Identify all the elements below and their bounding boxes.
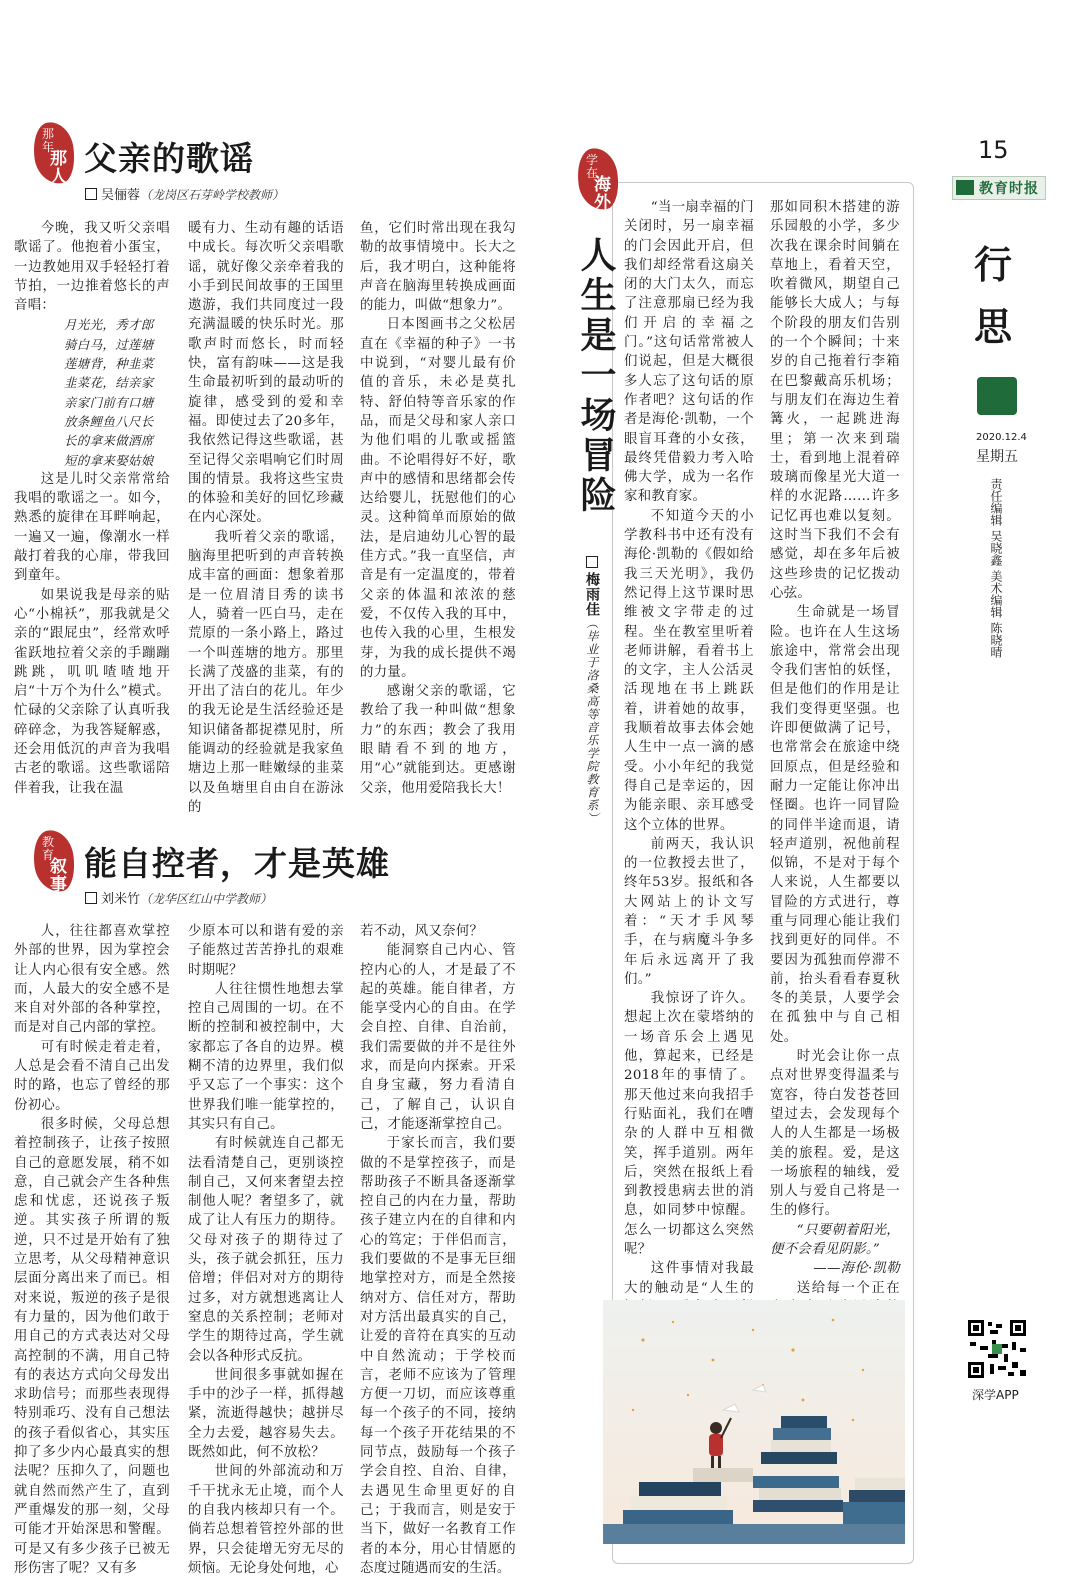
paragraph: 有时候就连自己都无法看清楚自己，更别谈控制自己，又何来奢望去控制他人呢？奢望多了，就成了让人有压力的期待。父母对孩子的期待过了头，孩子就会抓狂，压力倍增；伴侣对对方的期待过多，对方就想逃离让人窒息的关系控制；老师对学生的期待过高，学生就会以各种形式反抗。 <box>188 1136 344 1364</box>
poem-line: 放条鲤鱼八尺长 <box>64 413 154 429</box>
paragraph: 这件事情对我最大的触动是“人生的 <box>624 1261 754 1296</box>
article2-author: 刘米竹 <box>101 892 141 907</box>
article1-affiliation: （龙岗区石芽岭学校教师） <box>140 188 285 202</box>
paragraph: 我惊讶了许久。想起上次在蒙塔纳的一场音乐会上遇见他，算起来，已经是2018年的事情了。那天他过来向我招手行贴面礼，我们在嘈杂的人群中互相微笑，挥手道别。两年后，突然在报纸上看到教授患病去世的消息，如同梦中惊醒。怎么一切都这么突然呢？ <box>624 991 754 1258</box>
byline-box-icon <box>85 188 97 200</box>
paragraph: 于家长而言，我们要做的不是掌控孩子，而是帮助孩子不断具备逐渐掌控自己的内在力量，帮助孩子建立内在的自律和内心的笃定；于伴侣而言，我们要做的不是事无巨细地掌控对方，而是全然接纳对方、信任对方，帮助对方活出最真实的自己，让爱的音符在真实的互动中自然流动；于学校而言，老师不应该为了管理方便一刀切，而应该尊重每一个孩子的不同，接纳每一个孩子开花结果的不同节点，鼓励每一个孩子学会自控、自治、自律，去遇见生命里更好的自己；于我而言，则是安于当下，做好一名教育工作者的本分，用心甘情愿的态度过随遇而安的生活。 <box>360 1136 516 1576</box>
paragraph: 感谢父亲的歌谣，它教给了我一种叫做“想象力”的东西；教会了我用眼睛看不到的地方，用“心”就能到达。更感谢父亲，他用爱陪我长大！ <box>360 684 516 796</box>
article2-affiliation: （龙华区红山中学教师） <box>140 892 273 906</box>
page-number: 15 <box>978 136 1009 164</box>
quote: “只要朝着阳光，便不会看见阴影。” <box>770 1222 900 1258</box>
paragraph: 日本图画书之父松居直在《幸福的种子》一书中说到，“对婴儿最有价值的音乐，未必是莫扎特、舒伯特等音乐家的作品，而是父母和家人亲口为他们唱的儿歌或摇篮曲。不论唱得好不好，歌声中的感情和思绪都会传达给婴儿，抚慰他们的心灵。这种简单而原始的做法，是启迪幼儿心智的最佳方式。”我一直坚信，声音是有一定温度的，带着父亲的体温和浓浓的慈爱，不仅传入我的耳中，也传入我的心里，生根发芽，为我的成长提供不竭的力量。 <box>360 317 516 680</box>
article2-col1 <box>14 922 170 1578</box>
column-small-label: 教育 <box>42 835 55 862</box>
qr-code-icon <box>966 1318 1028 1380</box>
paragraph: 世间很多事就如握在手中的沙子一样，抓得越紧，流逝得越快；越拼尽全力去爱，越容易失去。既然如此，何不放松？ <box>188 1367 344 1461</box>
paragraph: 送给每一个正在 <box>796 1280 900 1296</box>
paragraph: 人往往惯性地想去掌控自己周围的一切。在不断的控制和被控制中，大家都忘了各自的边界。模糊不清的边界里，我们似乎又忘了一个事实：这个世界我们唯一能掌控的，其实只有自己。 <box>188 981 344 1132</box>
byline-box-icon <box>85 892 97 904</box>
issue-weekday: 星期五 <box>976 449 1018 465</box>
logo-mark-icon <box>956 180 974 195</box>
article1-col2 <box>188 219 344 817</box>
column-big-label: 叙事 <box>50 857 67 895</box>
poem-line: 莲塘背，种韭菜 <box>64 356 154 372</box>
paragraph: 今晚，我又听父亲唱歌谣了。他抱着小蛋宝，一边教她用双手轻轻打着节拍，一边推着悠长的声音唱： <box>14 221 170 314</box>
article2-byline <box>85 888 272 907</box>
section-color-block <box>977 377 1017 415</box>
paragraph: 少原本可以和谐有爱的亲子能熬过苦苦挣扎的艰难时期呢？ <box>188 924 344 978</box>
paragraph: 不知道今天的小学教科书中还有没有海伦·凯勒的《假如给我三天光明》，我仍然记得上这节课时思维被文字带走的过程。坐在教室里听着老师讲解，看着书上的文字，主人公活灵活现地在书上跳跃着，讲着她的故事，我顺着故事去体会她人生中一点一滴的感受。小小年纪的我觉得自己是幸运的，因为能亲眼、亲耳感受这个立体的世界。 <box>624 508 754 833</box>
app-label: 深学APP <box>972 1388 1019 1402</box>
poem-line: 亲家门前有口塘 <box>64 394 154 410</box>
column-small-label: 学在 <box>586 153 599 180</box>
column-badge-1 <box>28 122 84 192</box>
books-stars-illustration <box>603 1300 905 1544</box>
paragraph: 能洞察自己内心、管控内心的人，才是最了不起的英雄。能自律者，方能享受内心的自由。在学会自控、自律、自治前，我们需要做的并不是往外求，而是向内探索。开采自身宝藏，努力看清自己，了解自己，认识自己，才能逐渐掌控自己。 <box>360 943 516 1132</box>
column-badge-2 <box>28 830 84 900</box>
article1-title: 父亲的歌谣 <box>84 139 254 178</box>
masthead-logo <box>952 176 1046 200</box>
article3-affiliation: （毕业于洛桑高等音乐学院教育系） <box>585 617 599 825</box>
paragraph: 可有时候走着走着，人总是会看不清自己出发时的路，也忘了曾经的那份初心。 <box>14 1039 170 1113</box>
paragraph: 很多时候，父母总想着控制孩子，让孩子按照自己的意愿发展，稍不如意，自己就会产生各种焦虑和忧虑，还说孩子叛逆。其实孩子所谓的叛逆，只不过是开始有了独立思考，从父母精神意识层面分离出来了而已。相对来说，叛逆的孩子是很有力量的，因为他们敢于用自己的方式表达对父母高控制的不满，用自己特有的表达方式向父母发出求助信号；而那些表现得特别乖巧、没有自己想法的孩子看似省心，其实压抑了多少内心最真实的想法呢？压抑久了，问题也就自然而然产生了，直到严重爆发的那一刻，父母可能才开始深思和警醒。可是又有多少孩子已被无形伤害了呢？又有多 <box>14 1116 170 1576</box>
article2-col2 <box>188 922 344 1578</box>
article3-title: 人生是一场冒险 <box>575 236 616 516</box>
article3-byline <box>582 556 602 825</box>
paragraph: 若不动，风又奈何？ <box>360 924 484 939</box>
paragraph: “当一扇幸福的门关闭时，另一扇幸福的门会因此开启，但我们却经常看这扇关闭的大门太久，而忘了注意那扇已经为我们开启的幸福之门。”这句话常常被人们说起，但是大概很多人忘了这句话的原作者吧？这句话的作者是海伦·凯勒，一个眼盲耳聋的小女孩，最终凭借毅力考入哈佛大学，成为一名作家和教育家。 <box>624 200 754 505</box>
article3-col1 <box>624 198 754 1337</box>
article2-col3 <box>360 922 516 1578</box>
paragraph: 如果说我是母亲的贴心“小棉袄”，那我就是父亲的“跟屁虫”，经常欢呼雀跃地拉着父亲的手蹦蹦跳跳，叽叽喳喳地开启“十万个为什么”模式。忙碌的父亲除了认真听我碎碎念，为我答疑解惑，还会用低沉的声音为我唱古老的歌谣。这些歌谣陪伴着我，让我在温 <box>14 587 170 796</box>
column-small-label: 那年 <box>42 127 55 154</box>
paragraph: 人，往往都喜欢掌控外部的世界，因为掌控会让人内心很有安全感。然而，人最大的安全感不是来自对外部的各种掌控，而是对自己内部的掌控。 <box>14 924 170 1036</box>
paragraph: 前两天，我认识的一位教授去世了，终年53岁。报纸和各大网站上的讣文写着：“天才手风琴手，在与病魔斗争多年后永远离开了我们。” <box>624 836 754 987</box>
poem-line: 短的拿来娶姑娘 <box>64 452 154 468</box>
paragraph: 我听着父亲的歌谣，脑海里把听到的声音转换成丰富的画面：想象着那是一位眉清目秀的读书人，骑着一匹白马，走在荒原的一条小路上，路过一个叫莲塘的地方。那里长满了茂盛的韭菜，有的开出了洁白的花儿。年少的我无论是生活经验还是知识储备都捉襟见肘，所能调动的经验就是我家鱼塘边上那一畦嫩绿的韭菜以及鱼塘里自由自在游泳的 <box>188 529 344 815</box>
paragraph: 生命就是一场冒险。也许在人生这场旅途中，常常会出现令我们害怕的妖怪，但是他们的作用是让我们变得更坚强。也许即便做满了记号，也常常会在旅途中绕回原点，但是经验和耐力一定能让你冲出怪圈。也许一同冒险的同伴半途而退，请轻声道别，祝他前程似锦，不是对于每个人来说，人生都要以冒险的方式进行，尊重与同理心能让我们找到更好的同伴。不要因为孤独而停滞不前，抬头看看春夏秋冬的美景，人要学会在孤独中与自己相处。 <box>770 605 900 1045</box>
article1-byline <box>85 184 284 203</box>
article3-author: 梅雨佳 <box>584 572 600 617</box>
paragraph: 这是儿时父亲常常给我唱的歌谣之一。如今，熟悉的旋律在耳畔响起，一遍又一遍，像潮水一样敲打着我的心扉，带我回到童年。 <box>14 471 170 584</box>
poem-line: 骑白马，过莲塘 <box>64 336 154 352</box>
article1-col3 <box>360 219 516 798</box>
poem-line: 韭菜花，结亲家 <box>64 375 154 391</box>
column-big-label: 那人 <box>50 149 67 187</box>
paragraph: 鱼，它们时常出现在我勾勒的故事情境中。长大之后，我才明白，这种能将声音在脑海里转换成画面的能力，叫做“想象力”。 <box>360 221 516 314</box>
section-title: 行思 <box>974 243 1013 349</box>
article3-col2 <box>770 198 900 1337</box>
paragraph: 世间的外部流动和万千干扰永无止境，而个人的自我内核却只有一个。倘若总想着管控外部的世界，只会徒增无穷无尽的烦恼。无论身处何地，心 <box>188 1464 344 1576</box>
article2-title: 能自控者，才是英雄 <box>84 844 390 883</box>
article1-col1 <box>14 219 170 798</box>
article1-author: 吴俪蓉 <box>101 188 141 203</box>
masthead-text: 教育时报 <box>979 181 1039 197</box>
paragraph: 暖有力、生动有趣的话语中成长。每次听父亲唱歌谣，就好像父亲牵着我的小手到民间故事的王国里遨游，我们共同度过一段充满温暖的快乐时光。那歌声时而悠长，时而轻快，富有韵味——这是我生命最初听到的最动听的旋律，感受到的爱和幸福。即使过去了20多年，我依然记得这些歌谣，甚至记得父亲唱响它们时周围的情景。我将这些宝贵的体验和美好的回忆珍藏在内心深处。 <box>188 221 344 526</box>
byline-box-icon <box>586 556 598 568</box>
editor-credit: 责任编辑 吴晓鑫 <box>989 478 1003 566</box>
paragraph: 时光会让你一点点对世界变得温柔与宽容，待白发苍苍回望过去，会发现每个人的人生都是一场极美的旅程。爱，是这一场旅程的轴线，爱别人与爱自己将是一生的修行。 <box>770 1049 900 1219</box>
quote-author: ——海伦·凯勒 <box>813 1261 900 1277</box>
issue-date: 2020.12.4 <box>976 432 1027 443</box>
column-badge-3 <box>572 148 628 218</box>
poem-line: 长的拿来做酒席 <box>64 433 154 449</box>
poem-line: 月光光，秀才郎 <box>64 317 154 333</box>
art-editor-credit: 美术编辑 陈晓晴 <box>989 570 1003 658</box>
paragraph: 那如同积木搭建的游乐园般的小学，多少次我在课余时间躺在草地上，看着天空，吹着微风，期望自己能够长大成人；与每个阶段的朋友们告别的一个个瞬间；十来岁的自己拖着行李箱在巴黎戴高乐机场；与朋友们在海边生着篝火，一起跳进海里；第一次来到瑞士，看到地上混着碎玻璃而像星光大道一样的水泥路……许多记忆再也难以复刻。这时当下我们不会有感觉，却在多年后被这些珍贵的记忆拨动心弦。 <box>770 200 900 601</box>
column-big-label: 海外 <box>594 175 611 213</box>
